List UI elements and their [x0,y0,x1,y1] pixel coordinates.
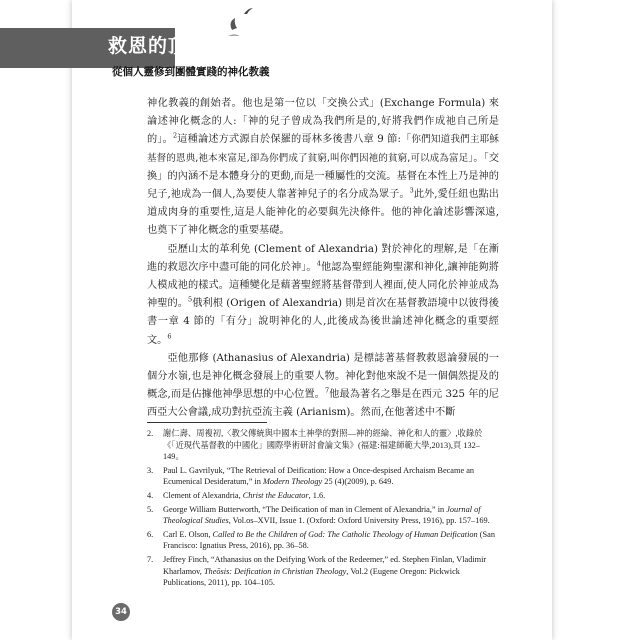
footnote [147,529,499,552]
paragraph [147,95,499,241]
footnote-text [163,554,499,589]
paragraph [147,350,499,423]
footnote-number: 2. [147,429,154,438]
text-run: 亞歷山太的革利免 (Clement of Alexandria) 對於神化的理解,是「在漸進的救恩次序中盡可能的同化於神」。 [147,243,499,273]
footnote-text [163,465,499,488]
text-run: 他最為著名之舉是在西元 325 年的尼西亞大公會議,成功對抗亞流主義 (Arianism)。然而,在他著述中不斷 [147,389,499,419]
italic-title: Christ the Educator [242,490,309,500]
text-run: 他認為聖經能夠聖潔和神化,讓神能夠將人模成祂的樣式。這種變化是藉著聖經將基督帶到人裡面,使人同化於神並成為神聖的。 [147,261,499,310]
body-text [147,95,499,423]
birds-icon [222,6,262,38]
footnote [147,465,499,488]
footnote-ref: 7 [324,386,330,395]
italic-title: Theōsis: Deification in Christian Theology [203,566,347,576]
text-run: George William Butterworth, “The Deification of man in Clement of Alexandria,” in [163,504,447,514]
text-run: 25 (4)(2009), p. 649. [322,477,394,487]
text-run: 」。「交換」的內涵不是本體身分的更動,而是一種屬性的交流。基督在本性上乃是神的兒子,祂成為一個人,為要使人靠著神兒子的名分成為眾子。 [147,152,499,201]
text-run: 亞他那修 (Athanasius of Alexandria) 是標誌著基督教救恩論發展的一個分水嶺,也是神化概念發展上的重要人物。神化對他來說不是一個偶然提及的概念,而是佔據他神學思想的中心位置。 [147,352,499,401]
footnote-divider [147,422,267,423]
footnote-number: 6. [147,529,154,539]
text-run: 謝仁壽、周複初,〈教父傳統與中國本土神學的對照—神的經綸、神化和人的靈〉,收錄於《「近現代基督教的中國化」國際學術研討會論文集》(福建:福建師範大學,2013),頁 132–149。 [163,429,483,462]
footnotes [147,428,499,591]
text-run: Paul L. Gavrilyuk, “The Retrieval of Deification: How a Once-despised Archaism Became an Ecumenical Desideratum,” in [163,465,475,487]
running-header-title: 救恩的頂點 [108,35,209,57]
footnote-ref: 6 [167,332,172,341]
text-run: Carl E. Olson, [163,529,213,539]
text-run: Clement of Alexandria, [163,490,243,500]
scripture-quote: 你們知道我們主耶穌基督的恩典,祂本來富足,卻為你們成了貧窮,叫你們因祂的貧窮,可以成為富足 [147,134,500,164]
italic-title: Journal of Theological Studies [163,504,481,526]
footnote-text [163,428,499,463]
footnote-ref: 3 [409,186,414,195]
italic-title: Called to Be the Children of God: The Catholic Theology of Human Deification [212,529,478,539]
footnote-number: 3. [147,465,154,475]
text-run: (San Francisco: Ignatius Press, 2016), pp. 36–58. [163,529,496,551]
footnote-number: 7. [147,554,154,564]
footnote [147,504,499,527]
footnote-text [163,529,499,552]
paragraph [147,241,499,350]
footnote [147,428,499,463]
footnote-ref: 5 [188,295,193,304]
footnote-text [163,490,499,502]
text-run: Jeffrey Finch, “Athanasius on the Deifying Work of the Redeemer,” ed. Stephen Finlan, Vladimir Kharlamov, [163,554,487,576]
text-run: 俄利根 (Origen of Alexandria) 則是首次在基督教語境中以彼得後書一章 4 節的「有分」說明神化的人,此後成為後世論述神化概念的重要經文。 [147,298,499,346]
page-number-badge: 34 [112,603,130,621]
text-run: 這種論述方式源自於保羅的哥林多後書八章 9 節:「 [177,134,412,146]
footnote-number: 5. [147,504,154,514]
text-run: , Vol.os–XVII, Issue 1. (Oxford: Oxford University Press, 1916), pp. 157–169. [228,516,490,526]
footnote [147,490,499,502]
text-run: 此外,愛任紐也點出道成肉身的重要性,這是人能神化的必要與先決條件。他的神化論述影響深遠,也奠下了神化概念的重要基礎。 [147,189,499,237]
text-run: , Vol.2 (Eugene Oregon: Pickwick Publications, 2011), pp. 104–105. [163,566,460,588]
footnote [147,554,499,589]
italic-title: Modern Theology [262,477,323,487]
footnote-ref: 2 [172,132,178,141]
footnote-number: 4. [147,490,154,500]
running-header-subtitle: 從個人靈修到團體實踐的神化教義 [112,66,270,78]
text-run: 神化教義的創始者。他也是第一位以「交換公式」(Exchange Formula) 來論述神化概念的人:「神的兒子曾成為我們所是的,好將我們作成祂自己所是的」。 [147,98,499,146]
footnote-text [163,504,499,527]
text-run: , 1.6. [308,490,326,500]
footnote-ref: 4 [316,259,321,268]
